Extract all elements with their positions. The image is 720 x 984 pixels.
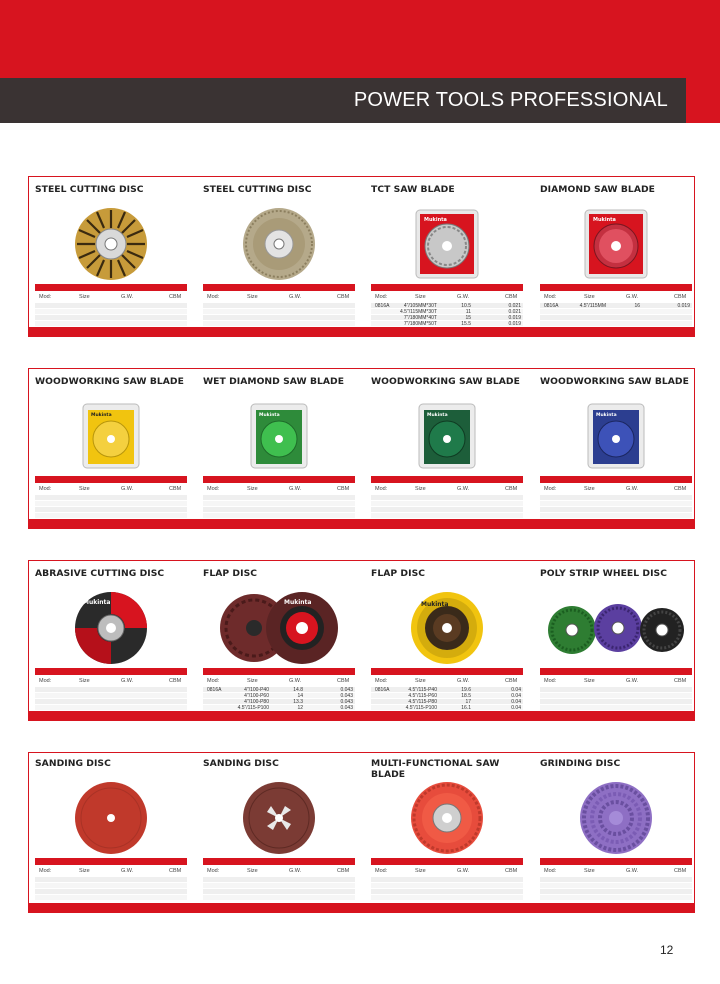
card-red-bar [35, 668, 187, 675]
table-row: 7"/180MM*40T 15 0.019 [371, 315, 523, 321]
product-card-flap-disc-2 [371, 568, 523, 711]
product-card-poly-strip-wheel-disc [540, 568, 692, 684]
spec-table-body [540, 303, 692, 327]
section-2-bottom-bar [28, 519, 695, 529]
spec-table-header: Mod: Size G.W. CBM [207, 678, 350, 684]
svg-text:Mukinta: Mukinta [424, 217, 447, 223]
product-card-multi-functional-saw-blade [371, 758, 523, 874]
spec-table-body [203, 877, 355, 901]
product-title: TCT SAW BLADE [371, 184, 455, 195]
product-title: WOODWORKING SAW BLADE [35, 376, 184, 387]
table-row [540, 321, 692, 327]
poly-strip-wheel-disc-icon [540, 591, 692, 665]
table-row: 0816A 4.5"/115-P40 19.6 0.04 [371, 687, 523, 693]
blue-saw-blade-package-icon [540, 399, 692, 473]
product-title: FLAP DISC [203, 568, 258, 579]
product-title: STEEL CUTTING DISC [35, 184, 144, 195]
section-3-bottom-bar [28, 711, 695, 721]
product-card-woodworking-saw-blade-1 [35, 376, 187, 492]
card-red-bar [35, 476, 187, 483]
product-card-diamond-saw-blade [540, 184, 692, 309]
spec-table-body [35, 303, 187, 327]
spec-table-body [371, 495, 523, 519]
product-card-woodworking-saw-blade-2 [371, 376, 523, 492]
top-red-band [0, 0, 720, 78]
product-card-abrasive-cutting-disc [35, 568, 187, 684]
spec-table-header: Mod: Size G.W. CBM [544, 868, 687, 874]
table-row: 0816A 4.5"/115MM 16 0.019 [540, 303, 692, 309]
card-red-bar [371, 858, 523, 865]
page-title: POWER TOOLS PROFESSIONAL [353, 89, 668, 111]
spec-table-header: Mod: Size G.W. CBM [207, 868, 350, 874]
card-red-bar [35, 858, 187, 865]
spec-table-header: Mod: Size G.W. CBM [375, 868, 518, 874]
svg-text:Mukinta: Mukinta [259, 413, 280, 418]
product-title: GRINDING DISC [540, 758, 621, 769]
table-row: 4"/100-P80 13.3 0.043 [203, 699, 355, 705]
spec-table-body [203, 303, 355, 327]
spec-table-header: Mod: Size G.W. CBM [39, 486, 182, 492]
product-card-flap-disc-1 [203, 568, 355, 711]
card-red-bar [540, 858, 692, 865]
product-title: WOODWORKING SAW BLADE [371, 376, 520, 387]
spec-table-header: Mod: Size G.W. CBM [375, 486, 518, 492]
svg-text:Mukinta: Mukinta [284, 599, 312, 606]
product-title: FLAP DISC [371, 568, 426, 579]
product-title: MULTI-FUNCTIONAL SAW BLADE [371, 758, 500, 780]
table-row [540, 513, 692, 519]
card-red-bar [35, 284, 187, 291]
section-1-bottom-bar [28, 327, 695, 337]
table-row [203, 895, 355, 901]
card-red-bar [540, 284, 692, 291]
dark-green-saw-blade-package-icon [371, 399, 523, 473]
spec-table-body [371, 303, 523, 327]
table-row: 0816A 4"/105MM*30T 10.5 0.021 [371, 303, 523, 309]
product-title: DIAMOND SAW BLADE [540, 184, 655, 195]
product-card-woodworking-saw-blade-3 [540, 376, 692, 492]
table-row: 4.5"/115-P100 16.1 0.04 [371, 705, 523, 711]
product-title: ABRASIVE CUTTING DISC [35, 568, 165, 579]
flap-disc-yellow-icon [371, 591, 523, 665]
spec-table-header: Mod: Size G.W. CBM [544, 678, 687, 684]
card-red-bar [203, 668, 355, 675]
product-title: WOODWORKING SAW BLADE [540, 376, 689, 387]
sanding-disc-red-icon [35, 781, 187, 855]
spec-table-header: Mod: Size G.W. CBM [39, 678, 182, 684]
table-row [35, 705, 187, 711]
product-card-sanding-disc-2 [203, 758, 355, 874]
spec-table-body [35, 687, 187, 711]
card-red-bar [203, 476, 355, 483]
table-row [35, 895, 187, 901]
sanding-disc-brown-icon [203, 781, 355, 855]
spec-table-body [203, 495, 355, 519]
steel-cutting-disc-diamond-icon [203, 207, 355, 281]
spec-table-body [371, 687, 523, 711]
table-row [35, 513, 187, 519]
product-card-steel-cutting-disc-1 [35, 184, 187, 300]
table-row [371, 513, 523, 519]
card-red-bar [203, 858, 355, 865]
table-row [371, 895, 523, 901]
spec-table-header: Mod: Size G.W. CBM [544, 294, 687, 300]
abrasive-cutting-disc-icon [35, 591, 187, 665]
spec-table-header: Mod: Size G.W. CBM [375, 678, 518, 684]
spec-table-body [540, 877, 692, 901]
table-row: 0816A 4"/100-P40 14.8 0.043 [203, 687, 355, 693]
card-red-bar [203, 284, 355, 291]
page-number: 12 [660, 943, 674, 957]
card-red-bar [371, 668, 523, 675]
green-saw-blade-package-icon [203, 399, 355, 473]
svg-text:Mukinta: Mukinta [83, 599, 111, 606]
table-row: 4.5"/115-P60 18.5 0.04 [371, 693, 523, 699]
grinding-disc-purple-icon [540, 781, 692, 855]
table-row [540, 705, 692, 711]
multi-functional-saw-blade-icon [371, 781, 523, 855]
spec-table-header: Mod: Size G.W. CBM [207, 486, 350, 492]
yellow-saw-blade-package-icon [35, 399, 187, 473]
header-banner-accent [686, 78, 720, 123]
table-row [203, 321, 355, 327]
spec-table-body [35, 495, 187, 519]
section-4-bottom-bar [28, 903, 695, 913]
product-card-steel-cutting-disc-2 [203, 184, 355, 300]
table-row [35, 321, 187, 327]
spec-table-header: Mod: Size G.W. CBM [207, 294, 350, 300]
table-row [540, 895, 692, 901]
spec-table-body [540, 687, 692, 711]
card-red-bar [540, 476, 692, 483]
product-title: SANDING DISC [35, 758, 111, 769]
product-title: WET DIAMOND SAW BLADE [203, 376, 345, 387]
product-title: SANDING DISC [203, 758, 279, 769]
svg-text:Mukinta: Mukinta [427, 413, 448, 418]
spec-table-body [203, 687, 355, 711]
spec-table-header: Mod: Size G.W. CBM [39, 294, 182, 300]
tct-saw-blade-package-icon [371, 207, 523, 281]
product-card-tct-saw-blade [371, 184, 523, 327]
svg-text:Mukinta: Mukinta [91, 413, 112, 418]
card-red-bar [371, 284, 523, 291]
card-red-bar [371, 476, 523, 483]
steel-cutting-disc-gold-icon [35, 207, 187, 281]
product-card-grinding-disc [540, 758, 692, 874]
spec-table-body [371, 877, 523, 901]
table-row: 7"/180MM*50T 15.5 0.019 [371, 321, 523, 327]
table-row: 4.5"/115-P100 12 0.043 [203, 705, 355, 711]
spec-table-body [35, 877, 187, 901]
spec-table-body [540, 495, 692, 519]
product-card-sanding-disc-1 [35, 758, 187, 874]
spec-table-header: Mod: Size G.W. CBM [39, 868, 182, 874]
card-red-bar [540, 668, 692, 675]
spec-table-header: Mod: Size G.W. CBM [544, 486, 687, 492]
table-row: 4.5"/115-P80 17 0.04 [371, 699, 523, 705]
spec-table-header: Mod: Size G.W. CBM [375, 294, 518, 300]
product-title: STEEL CUTTING DISC [203, 184, 312, 195]
product-title: POLY STRIP WHEEL DISC [540, 568, 668, 579]
svg-text:Mukinta: Mukinta [593, 217, 616, 223]
svg-text:Mukinta: Mukinta [421, 601, 449, 608]
table-row: 4.5"/115MM*30T 11 0.021 [371, 309, 523, 315]
svg-text:Mukinta: Mukinta [596, 413, 617, 418]
diamond-saw-blade-package-icon [540, 207, 692, 281]
table-row [203, 513, 355, 519]
flap-disc-brown-icon [203, 591, 355, 665]
table-row: 4"/100-P60 14 0.043 [203, 693, 355, 699]
product-card-wet-diamond-saw-blade [203, 376, 355, 492]
